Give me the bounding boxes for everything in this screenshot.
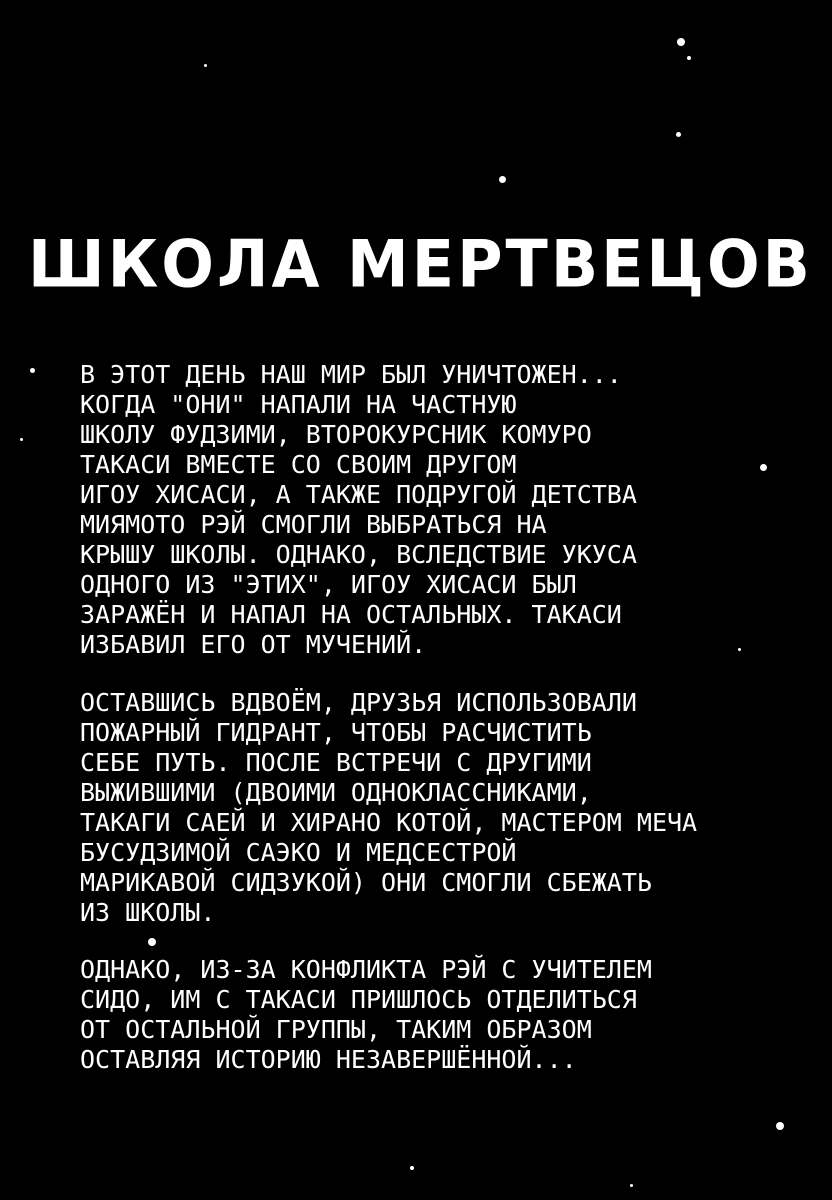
- star-dot: [148, 938, 156, 946]
- star-dot: [687, 56, 691, 60]
- star-dot: [410, 1166, 414, 1170]
- star-dot: [499, 176, 506, 183]
- page-title: ШКОЛА МЕРТВЕЦОВ: [28, 225, 813, 303]
- star-dot: [676, 132, 681, 137]
- story-paragraph-3: ОДНАКО, ИЗ-ЗА КОНФЛИКТА РЭЙ С УЧИТЕЛЕМ СИДО, ИМ С ТАКАСИ ПРИШЛОСЬ ОТДЕЛИТЬСЯ ОТ ОСТАЛЬНОЙ ГРУППЫ, ТАКИМ ОБРАЗОМ ОСТАВЛЯЯ ИСТОРИЮ НЕЗАВЕРШЁННОЙ...: [80, 955, 652, 1074]
- star-dot: [20, 438, 23, 441]
- star-dot: [776, 1122, 784, 1130]
- story-paragraph-1: В ЭТОТ ДЕНЬ НАШ МИР БЫЛ УНИЧТОЖЕН... КОГДА "ОНИ" НАПАЛИ НА ЧАСТНУЮ ШКОЛУ ФУДЗИМИ, ВТОРОКУРСНИК КОМУРО ТАКАСИ ВМЕСТЕ СО СВОИМ ДРУГОМ ИГОУ ХИСАСИ, А ТАКЖЕ ПОДРУГОЙ ДЕТСТВА МИЯМОТО РЭЙ СМОГЛИ ВЫБРАТЬСЯ НА КРЫШУ ШКОЛЫ. ОДНАКО, ВСЛЕДСТВИЕ УКУСА ОДНОГО ИЗ "ЭТИХ", ИГОУ ХИСАСИ БЫЛ ЗАРАЖЁН И НАПАЛ НА ОСТАЛЬНЫХ. ТАКАСИ ИЗБАВИЛ ЕГО ОТ МУЧЕНИЙ.: [80, 360, 637, 659]
- star-dot: [677, 38, 685, 46]
- star-dot: [204, 64, 207, 67]
- star-dot: [30, 368, 35, 373]
- star-dot: [630, 1184, 633, 1187]
- story-paragraph-2: ОСТАВШИСЬ ВДВОЁМ, ДРУЗЬЯ ИСПОЛЬЗОВАЛИ ПОЖАРНЫЙ ГИДРАНТ, ЧТОБЫ РАСЧИСТИТЬ СЕБЕ ПУТЬ. ПОСЛЕ ВСТРЕЧИ С ДРУГИМИ ВЫЖИВШИМИ (ДВОИМИ ОДНОКЛАССНИКАМИ, ТАКАГИ САЕЙ И ХИРАНО КОТОЙ, МАСТЕРОМ МЕЧА БУСУДЗИМОЙ САЭКО И МЕДСЕСТРОЙ МАРИКАВОЙ СИДЗУКОЙ) ОНИ СМОГЛИ СБЕЖАТЬ ИЗ ШКОЛЫ.: [80, 688, 698, 927]
